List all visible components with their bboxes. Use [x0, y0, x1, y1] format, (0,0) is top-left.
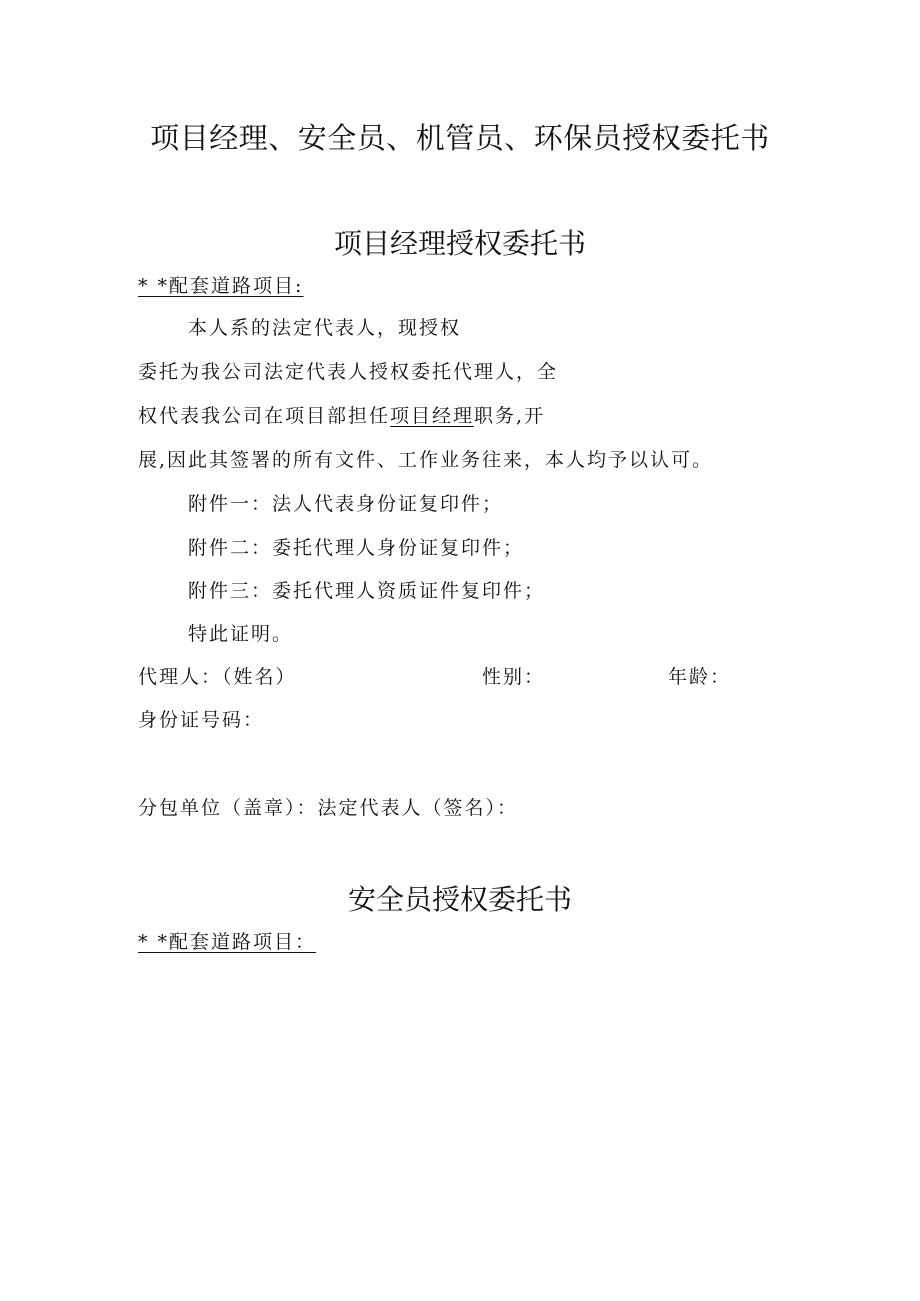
section1-paragraph-4: 展,因此其签署的所有文件、工作业务往来，本人均予以认可。 [138, 449, 714, 471]
main-title: 项目经理、安全员、机管员、环保员授权委托书 [150, 121, 770, 155]
section1-project-line: * *配套道路项目: [138, 275, 304, 297]
section2-title: 安全员授权委托书 [347, 883, 572, 916]
section2-project-line: * *配套道路项目： [138, 931, 317, 953]
certify-text: 特此证明。 [188, 623, 294, 645]
gender-label: 性别： [482, 666, 546, 688]
signature-line: 分包单位（盖章）：法定代表人（签名）： [138, 797, 519, 819]
id-number-label: 身份证号码： [138, 709, 265, 731]
para3-role: 项目经理 [390, 405, 475, 427]
attachment-2: 附件二：委托代理人身份证复印件； [188, 537, 525, 559]
section1-paragraph-1: 本人系的法定代表人，现授权 [188, 317, 462, 339]
section1-title: 项目经理授权委托书 [333, 227, 586, 260]
para3-suffix: 职务,开 [474, 405, 546, 427]
section1-paragraph-3 [138, 404, 545, 428]
section1-paragraph-2: 委托为我公司法定代表人授权委托代理人，全 [138, 361, 559, 383]
para3-prefix: 权代表我公司在项目部担任 [138, 405, 391, 427]
age-label: 年龄： [668, 666, 732, 688]
attachment-3: 附件三：委托代理人资质证件复印件； [188, 580, 546, 602]
agent-label: 代理人：（姓名） [138, 666, 297, 688]
attachment-1: 附件一：法人代表身份证复印件； [188, 493, 504, 515]
